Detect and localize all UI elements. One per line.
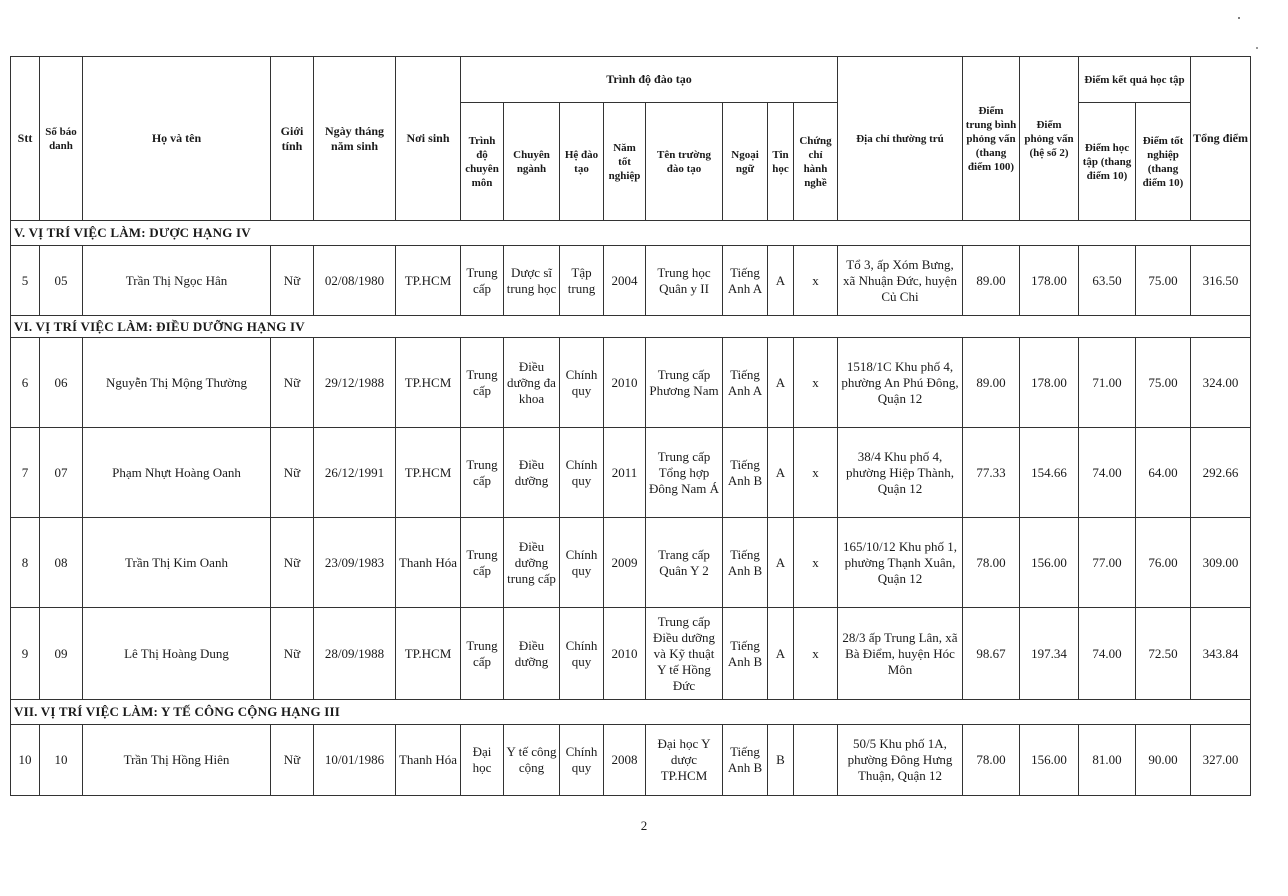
cell-stt: 6 bbox=[11, 338, 40, 428]
cell-level: Trung cấp bbox=[461, 246, 504, 316]
cell-gender: Nữ bbox=[271, 608, 314, 700]
cell-language: Tiếng Anh B bbox=[723, 608, 768, 700]
cell-grad-year: 2004 bbox=[604, 246, 646, 316]
cell-gender: Nữ bbox=[271, 246, 314, 316]
header-cert: Chứng chỉ hành nghề bbox=[794, 103, 838, 221]
cell-sbd: 10 bbox=[40, 725, 83, 796]
cell-language: Tiếng Anh B bbox=[723, 518, 768, 608]
cell-study: 74.00 bbox=[1079, 428, 1136, 518]
cell-birthplace: TP.HCM bbox=[396, 338, 461, 428]
cell-grad-year: 2010 bbox=[604, 608, 646, 700]
cell-address: 28/3 ấp Trung Lân, xã Bà Điểm, huyện Hóc Môn bbox=[838, 608, 963, 700]
candidate-score-table bbox=[10, 56, 1251, 796]
cell-name: Trần Thị Kim Oanh bbox=[83, 518, 271, 608]
cell-it: B bbox=[768, 725, 794, 796]
header-birthplace: Nơi sinh bbox=[396, 57, 461, 221]
header-name: Họ và tên bbox=[83, 57, 271, 221]
cell-address: 38/4 Khu phố 4, phường Hiệp Thành, Quận 12 bbox=[838, 428, 963, 518]
cell-language: Tiếng Anh B bbox=[723, 428, 768, 518]
cell-level: Đại học bbox=[461, 725, 504, 796]
cell-total: 324.00 bbox=[1191, 338, 1251, 428]
cell-mode: Chính quy bbox=[560, 338, 604, 428]
cell-sbd: 07 bbox=[40, 428, 83, 518]
cell-stt: 7 bbox=[11, 428, 40, 518]
header-graduation: Điểm tốt nghiệp (thang điểm 10) bbox=[1136, 103, 1191, 221]
cell-interview2: 156.00 bbox=[1020, 725, 1079, 796]
cell-language: Tiếng Anh B bbox=[723, 725, 768, 796]
cell-stt: 5 bbox=[11, 246, 40, 316]
section-title: VII. VỊ TRÍ VIỆC LÀM: Y TẾ CÔNG CỘNG HẠNG III bbox=[11, 700, 1251, 725]
cell-total: 292.66 bbox=[1191, 428, 1251, 518]
cell-interview2: 154.66 bbox=[1020, 428, 1079, 518]
cell-it: A bbox=[768, 608, 794, 700]
cell-level: Trung cấp bbox=[461, 338, 504, 428]
cell-grad-year: 2008 bbox=[604, 725, 646, 796]
cell-name: Trần Thị Ngọc Hân bbox=[83, 246, 271, 316]
cell-sbd: 08 bbox=[40, 518, 83, 608]
header-dob: Ngày tháng năm sinh bbox=[314, 57, 396, 221]
cell-birthplace: TP.HCM bbox=[396, 608, 461, 700]
cell-dob: 23/09/1983 bbox=[314, 518, 396, 608]
cell-it: A bbox=[768, 338, 794, 428]
cell-name: Phạm Nhựt Hoàng Oanh bbox=[83, 428, 271, 518]
cell-language: Tiếng Anh A bbox=[723, 338, 768, 428]
cell-total: 343.84 bbox=[1191, 608, 1251, 700]
cell-interview: 77.33 bbox=[963, 428, 1020, 518]
table-row bbox=[11, 608, 1251, 700]
cell-cert: x bbox=[794, 518, 838, 608]
cell-mode: Chính quy bbox=[560, 608, 604, 700]
header-result-group: Điểm kết quả học tập bbox=[1079, 57, 1191, 103]
cell-mode: Chính quy bbox=[560, 725, 604, 796]
cell-mode: Tập trung bbox=[560, 246, 604, 316]
header-grad-year: Năm tốt nghiệp bbox=[604, 103, 646, 221]
cell-level: Trung cấp bbox=[461, 608, 504, 700]
cell-major: Dược sĩ trung học bbox=[504, 246, 560, 316]
cell-interview2: 156.00 bbox=[1020, 518, 1079, 608]
cell-dob: 28/09/1988 bbox=[314, 608, 396, 700]
cell-birthplace: Thanh Hóa bbox=[396, 518, 461, 608]
cell-school: Trang cấp Quân Y 2 bbox=[646, 518, 723, 608]
cell-name: Lê Thị Hoàng Dung bbox=[83, 608, 271, 700]
cell-interview: 98.67 bbox=[963, 608, 1020, 700]
cell-school: Trung cấp Phương Nam bbox=[646, 338, 723, 428]
cell-study: 71.00 bbox=[1079, 338, 1136, 428]
cell-total: 309.00 bbox=[1191, 518, 1251, 608]
cell-sbd: 05 bbox=[40, 246, 83, 316]
cell-grad-year: 2010 bbox=[604, 338, 646, 428]
cell-interview: 89.00 bbox=[963, 246, 1020, 316]
cell-name: Nguyễn Thị Mộng Thường bbox=[83, 338, 271, 428]
cell-birthplace: TP.HCM bbox=[396, 246, 461, 316]
cell-interview2: 178.00 bbox=[1020, 246, 1079, 316]
header-it: Tin học bbox=[768, 103, 794, 221]
table-row bbox=[11, 338, 1251, 428]
cell-interview: 78.00 bbox=[963, 518, 1020, 608]
header-mode: Hệ đào tạo bbox=[560, 103, 604, 221]
cell-sbd: 06 bbox=[40, 338, 83, 428]
cell-major: Điều dưỡng bbox=[504, 608, 560, 700]
cell-grad-year: 2011 bbox=[604, 428, 646, 518]
cell-major: Điều dưỡng đa khoa bbox=[504, 338, 560, 428]
cell-birthplace: Thanh Hóa bbox=[396, 725, 461, 796]
page-number: 2 bbox=[640, 818, 648, 833]
cell-graduation: 75.00 bbox=[1136, 338, 1191, 428]
header-stt: Stt bbox=[11, 57, 40, 221]
scan-speck bbox=[1238, 17, 1240, 19]
section-row bbox=[11, 221, 1251, 246]
cell-stt: 10 bbox=[11, 725, 40, 796]
cell-gender: Nữ bbox=[271, 725, 314, 796]
cell-language: Tiếng Anh A bbox=[723, 246, 768, 316]
cell-grad-year: 2009 bbox=[604, 518, 646, 608]
cell-cert: x bbox=[794, 608, 838, 700]
cell-graduation: 72.50 bbox=[1136, 608, 1191, 700]
cell-interview2: 197.34 bbox=[1020, 608, 1079, 700]
header-training-group: Trình độ đào tạo bbox=[461, 57, 838, 103]
cell-dob: 26/12/1991 bbox=[314, 428, 396, 518]
header-language: Ngoại ngữ bbox=[723, 103, 768, 221]
section-row bbox=[11, 316, 1251, 338]
header-level: Trình độ chuyên môn bbox=[461, 103, 504, 221]
header-study: Điểm học tập (thang điểm 10) bbox=[1079, 103, 1136, 221]
cell-study: 81.00 bbox=[1079, 725, 1136, 796]
cell-school: Trung cấp Điều dưỡng và Kỹ thuật Y tế Hồng Đức bbox=[646, 608, 723, 700]
cell-major: Điều dưỡng bbox=[504, 428, 560, 518]
header-interview: Điểm trung bình phỏng vấn (thang điểm 100) bbox=[963, 57, 1020, 221]
cell-level: Trung cấp bbox=[461, 428, 504, 518]
cell-dob: 02/08/1980 bbox=[314, 246, 396, 316]
cell-it: A bbox=[768, 428, 794, 518]
cell-name: Trần Thị Hồng Hiên bbox=[83, 725, 271, 796]
cell-interview2: 178.00 bbox=[1020, 338, 1079, 428]
table-row bbox=[11, 428, 1251, 518]
cell-interview: 89.00 bbox=[963, 338, 1020, 428]
section-title: V. VỊ TRÍ VIỆC LÀM: DƯỢC HẠNG IV bbox=[11, 221, 1251, 246]
cell-total: 316.50 bbox=[1191, 246, 1251, 316]
cell-school: Trung cấp Tổng hợp Đông Nam Á bbox=[646, 428, 723, 518]
cell-school: Đại học Y dược TP.HCM bbox=[646, 725, 723, 796]
cell-stt: 8 bbox=[11, 518, 40, 608]
cell-study: 63.50 bbox=[1079, 246, 1136, 316]
cell-graduation: 90.00 bbox=[1136, 725, 1191, 796]
cell-gender: Nữ bbox=[271, 518, 314, 608]
cell-graduation: 75.00 bbox=[1136, 246, 1191, 316]
header-major: Chuyên ngành bbox=[504, 103, 560, 221]
header-total: Tổng điểm bbox=[1191, 57, 1251, 221]
cell-mode: Chính quy bbox=[560, 428, 604, 518]
header-interview2: Điểm phỏng vấn (hệ số 2) bbox=[1020, 57, 1079, 221]
header-school: Tên trường đào tạo bbox=[646, 103, 723, 221]
table-row bbox=[11, 246, 1251, 316]
cell-gender: Nữ bbox=[271, 428, 314, 518]
cell-major: Y tế công cộng bbox=[504, 725, 560, 796]
cell-graduation: 64.00 bbox=[1136, 428, 1191, 518]
table-row bbox=[11, 725, 1251, 796]
cell-cert: x bbox=[794, 428, 838, 518]
cell-study: 74.00 bbox=[1079, 608, 1136, 700]
cell-birthplace: TP.HCM bbox=[396, 428, 461, 518]
cell-interview: 78.00 bbox=[963, 725, 1020, 796]
header-gender: Giới tính bbox=[271, 57, 314, 221]
cell-address: 50/5 Khu phố 1A, phường Đông Hưng Thuận, Quận 12 bbox=[838, 725, 963, 796]
cell-stt: 9 bbox=[11, 608, 40, 700]
cell-gender: Nữ bbox=[271, 338, 314, 428]
cell-it: A bbox=[768, 246, 794, 316]
section-row bbox=[11, 700, 1251, 725]
section-title: VI. VỊ TRÍ VIỆC LÀM: ĐIỀU DƯỠNG HẠNG IV bbox=[11, 316, 1251, 338]
cell-cert bbox=[794, 725, 838, 796]
cell-sbd: 09 bbox=[40, 608, 83, 700]
cell-it: A bbox=[768, 518, 794, 608]
cell-cert: x bbox=[794, 246, 838, 316]
cell-dob: 10/01/1986 bbox=[314, 725, 396, 796]
cell-total: 327.00 bbox=[1191, 725, 1251, 796]
cell-graduation: 76.00 bbox=[1136, 518, 1191, 608]
cell-address: 165/10/12 Khu phố 1, phường Thạnh Xuân, Quận 12 bbox=[838, 518, 963, 608]
header-address: Địa chỉ thường trú bbox=[838, 57, 963, 221]
cell-study: 77.00 bbox=[1079, 518, 1136, 608]
cell-mode: Chính quy bbox=[560, 518, 604, 608]
cell-dob: 29/12/1988 bbox=[314, 338, 396, 428]
cell-cert: x bbox=[794, 338, 838, 428]
scan-speck bbox=[1256, 47, 1258, 49]
cell-school: Trung học Quân y II bbox=[646, 246, 723, 316]
cell-address: 1518/1C Khu phố 4, phường An Phú Đông, Quận 12 bbox=[838, 338, 963, 428]
cell-major: Điều dưỡng trung cấp bbox=[504, 518, 560, 608]
header-sbd: Số báo danh bbox=[40, 57, 83, 221]
cell-level: Trung cấp bbox=[461, 518, 504, 608]
cell-address: Tổ 3, ấp Xóm Bưng, xã Nhuận Đức, huyện Củ Chi bbox=[838, 246, 963, 316]
table-row bbox=[11, 518, 1251, 608]
